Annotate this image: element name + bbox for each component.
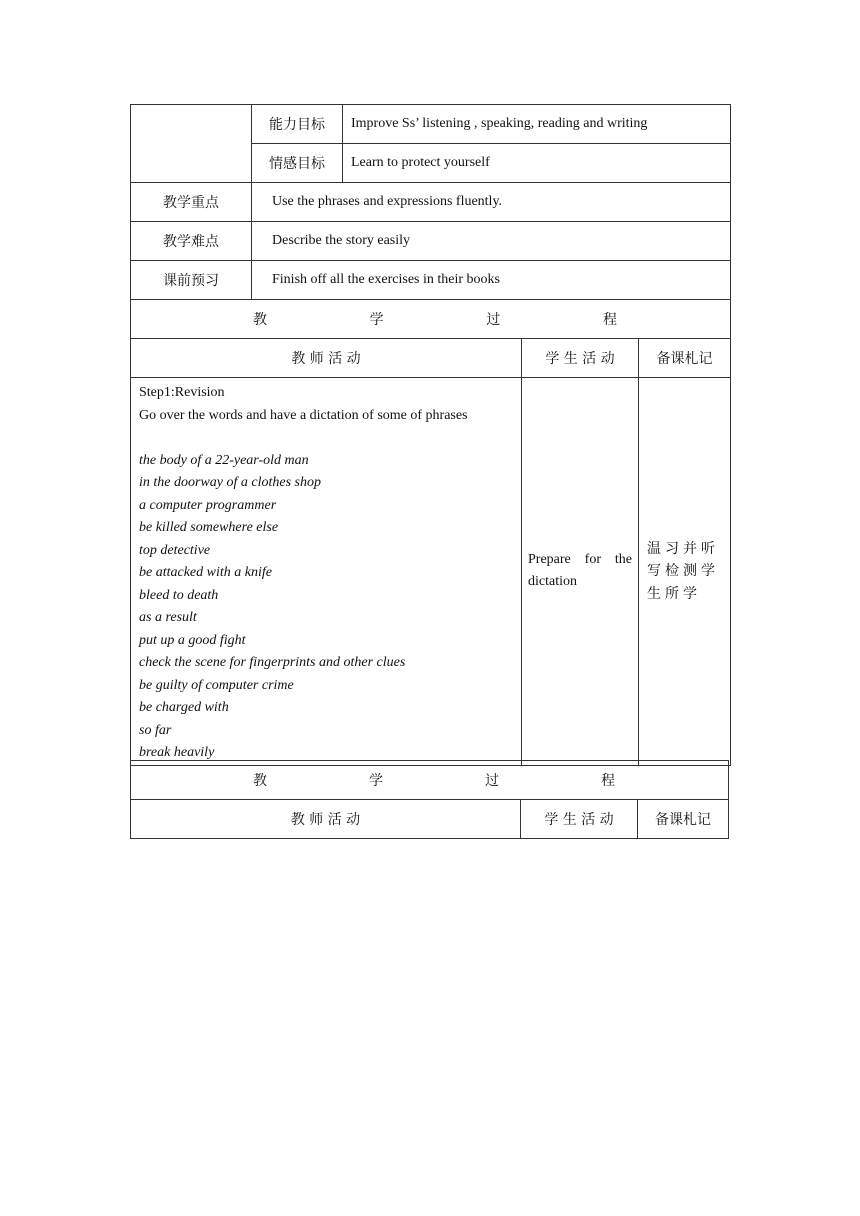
lesson-plan-table-continued bbox=[130, 760, 729, 839]
process-title-char: 程 bbox=[601, 773, 615, 789]
phrase-item: so far bbox=[139, 722, 172, 738]
phrase-item: a computer programmer bbox=[139, 497, 277, 513]
phrase-item: be killed somewhere else bbox=[139, 520, 279, 535]
key-points-content: Use the phrases and expressions fluently. bbox=[252, 183, 731, 222]
phrase-item: be attacked with a knife bbox=[139, 565, 272, 580]
preview-row bbox=[131, 261, 731, 300]
key-points-label: 教学重点 bbox=[131, 183, 252, 222]
process-title-char: 学 bbox=[369, 773, 383, 789]
notes-header: 备课札记 bbox=[639, 339, 731, 378]
notes-cell: 温习并听写检测学生所学 bbox=[639, 378, 731, 766]
objective-content: Learn to protect yourself bbox=[343, 144, 731, 183]
phrase-item: as a result bbox=[139, 610, 197, 625]
difficulties-label: 教学难点 bbox=[131, 222, 252, 261]
difficulties-row bbox=[131, 222, 731, 261]
notes-header: 备课札记 bbox=[638, 800, 729, 839]
process-title-row bbox=[131, 300, 731, 339]
column-header-row bbox=[131, 339, 731, 378]
process-title-char: 程 bbox=[603, 312, 618, 328]
student-activity-header: 学 生 活 动 bbox=[522, 339, 639, 378]
phrase-item: top detective bbox=[139, 542, 211, 558]
lesson-plan-table bbox=[130, 104, 731, 766]
phrase-item: check the scene for fingerprints and other clues bbox=[139, 655, 406, 670]
phrase-item: in the doorway of a clothes shop bbox=[139, 475, 321, 490]
phrase-item: break heavily bbox=[139, 745, 215, 760]
process-title-cell bbox=[131, 761, 729, 800]
objectives-blank-cell bbox=[131, 105, 252, 183]
teacher-activity-header: 教 师 活 动 bbox=[131, 339, 522, 378]
process-title-row bbox=[131, 761, 729, 800]
process-title-char: 学 bbox=[369, 312, 384, 328]
objective-label: 能力目标 bbox=[252, 105, 343, 144]
key-points-row bbox=[131, 183, 731, 222]
column-header-row bbox=[131, 800, 729, 839]
student-activity-header: 学 生 活 动 bbox=[521, 800, 638, 839]
step-instruction: Go over the words and have a dictation of some of phrases bbox=[139, 407, 468, 423]
teacher-activity-cell bbox=[131, 378, 522, 766]
blank-line bbox=[139, 427, 513, 450]
preview-label: 课前预习 bbox=[131, 261, 252, 300]
objective-label: 情感目标 bbox=[252, 144, 343, 183]
phrase-item: be guilty of computer crime bbox=[139, 677, 294, 693]
student-activity-cell: Prepare for the dictation bbox=[522, 378, 639, 766]
step-title: Step1:Revision bbox=[139, 385, 225, 400]
preview-content: Finish off all the exercises in their books bbox=[252, 261, 731, 300]
process-title-char: 教 bbox=[253, 312, 267, 328]
phrase-item: be charged with bbox=[139, 700, 229, 715]
phrase-item: the body of a 22-year-old man bbox=[139, 452, 309, 468]
difficulties-content: Describe the story easily bbox=[252, 222, 731, 261]
phrase-item: bleed to death bbox=[139, 587, 219, 603]
objective-row bbox=[131, 105, 731, 144]
process-title-char: 过 bbox=[486, 312, 501, 328]
step1-row bbox=[131, 378, 731, 766]
objective-content: Improve Ss’ listening , speaking, reading and writing bbox=[343, 105, 731, 144]
process-title-cell bbox=[131, 300, 731, 339]
teacher-activity-header: 教 师 活 动 bbox=[131, 800, 521, 839]
process-title-char: 过 bbox=[485, 773, 499, 789]
process-title-char: 教 bbox=[253, 773, 267, 789]
phrase-item: put up a good fight bbox=[139, 632, 246, 648]
